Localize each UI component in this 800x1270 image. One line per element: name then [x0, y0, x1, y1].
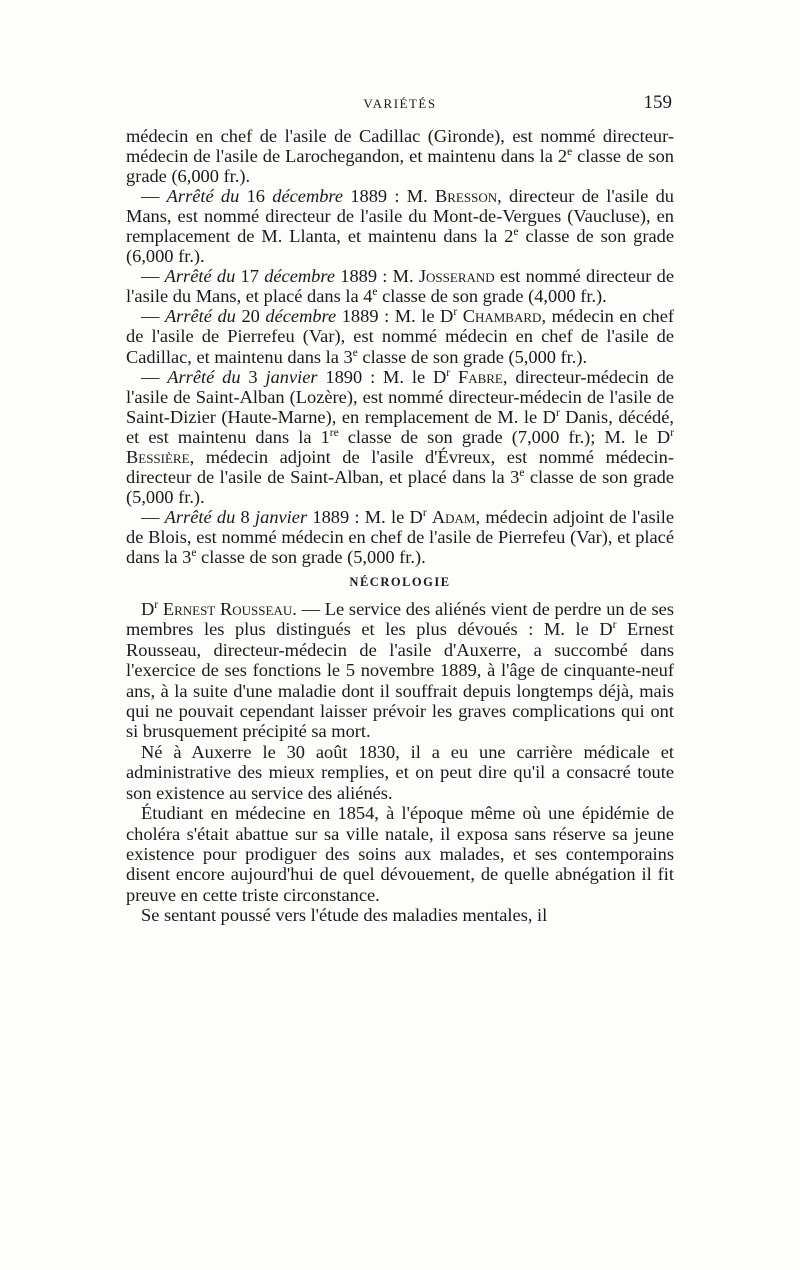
text-run: 1889 : M. — [343, 186, 435, 207]
text-run: — — [141, 306, 165, 327]
superscript: r — [154, 598, 159, 611]
text-run: D — [141, 599, 155, 620]
text-run: 16 — [239, 186, 273, 207]
name-small-caps: Bessière — [126, 446, 190, 467]
body-text — [126, 126, 674, 926]
italic-text: Arrêté du — [166, 186, 240, 207]
text-run: classe de son grade (5,000 fr.). — [357, 346, 588, 367]
italic-text: décembre — [264, 266, 335, 287]
paragraph — [126, 803, 674, 905]
italic-text: Arrêté du — [164, 306, 236, 327]
superscript: e — [191, 546, 197, 559]
text-run: Étudiant en médecine en 1854, à l'époque même où une épidémie de choléra s'était abattue sur sa ville natale, il exposa sans réserve sa jeune existence pour prodiguer des soins aux malades, et ses contemporains disent encore aujourd'hui de quel dévouement, de quelle abnégation il fit preuve en cette triste circonstance. — [126, 803, 674, 905]
italic-text: janvier — [255, 506, 308, 527]
italic-text: décembre — [272, 186, 344, 207]
text-run: classe de son grade (6,000 fr.). — [126, 146, 674, 187]
text-run: , directeur-médecin de l'asile de Saint-Alban (Lozère), est nommé directeur-médecin de l'asile de Saint-Dizier (Haute-Marne), en remplacement de M. le D — [126, 366, 674, 427]
paragraph — [126, 905, 674, 925]
text-run: classe de son grade (7,000 fr.); M. le D — [338, 426, 671, 447]
italic-text: janvier — [265, 366, 318, 387]
text-run: classe de son grade (5,000 fr.). — [196, 546, 426, 567]
text-run — [450, 367, 458, 387]
name-small-caps: Ernest Rousseau — [162, 599, 293, 620]
text-run: classe de son grade (5,000 fr.). — [126, 466, 674, 507]
text-run: classe de son grade (4,000 fr.). — [377, 286, 607, 307]
text-run: Ernest Rousseau, directeur-médecin de l'asile d'Auxerre, a succombé dans l'exercice de ses fonctions le 5 novembre 1889, à l'âge de cinquante-neuf ans, à la suite d'une maladie dont il souffrait depuis longtemps déjà, mais qui ne pouvait cependant laisser prévoir les graves complications qui ont si brusquement précipité sa mort. — [126, 619, 674, 742]
text-run: 3 — [240, 366, 266, 387]
text-run: médecin en chef de l'asile de Cadillac (Gironde), est nommé directeur-médecin de l'asile de Larochegandon, et maintenu dans la 2 — [126, 126, 674, 167]
running-header — [128, 92, 672, 118]
italic-text: Arrêté du — [164, 266, 236, 287]
superscript: re — [329, 426, 339, 439]
name-small-caps: Chambard — [462, 306, 542, 327]
paragraph — [126, 266, 674, 306]
superscript: r — [555, 406, 560, 419]
text-run: 1889 : M. — [335, 266, 419, 287]
text-run: classe de son grade (6,000 fr.). — [126, 226, 674, 267]
paragraph — [126, 599, 674, 742]
superscript: r — [453, 306, 458, 319]
paragraph — [126, 186, 674, 266]
italic-text: Arrêté du — [164, 506, 236, 527]
paragraph — [126, 507, 674, 567]
superscript: e — [372, 286, 378, 299]
text-run: , directeur de l'asile du Mans, est nommé directeur de l'asile du Mont-de-Vergues (Vaucluse), en remplacement de M. Llanta, et maintenu dans la 2 — [126, 186, 674, 247]
text-run: 20 — [235, 306, 266, 327]
italic-text: Arrêté du — [167, 366, 241, 387]
paragraph — [126, 367, 674, 507]
name-small-caps: Adam — [431, 506, 476, 527]
superscript: r — [422, 506, 427, 519]
text-run: — — [141, 266, 165, 287]
superscript: r — [670, 426, 674, 439]
paragraph — [126, 126, 674, 186]
name-small-caps: Bresson — [434, 186, 498, 207]
text-run: 1890 : M. le D — [317, 366, 447, 387]
superscript: e — [352, 346, 358, 359]
superscript: e — [567, 145, 573, 158]
text-run: , médecin en chef de l'asile de Pierrefeu (Var), est nommé médecin en chef de l'asile de Cadillac, et maintenu dans la 3 — [126, 306, 674, 367]
text-run: 1889 : M. le D — [336, 306, 454, 327]
running-title: VARIÉTÉS — [363, 96, 437, 111]
italic-text: décembre — [265, 306, 337, 327]
text-run: est nommé directeur de l'asile du Mans, et placé dans la 4 — [126, 266, 674, 307]
superscript: e — [519, 466, 525, 479]
text-run: — — [141, 186, 167, 207]
superscript: r — [446, 366, 451, 379]
superscript: e — [513, 226, 519, 239]
text-run: Né à Auxerre le 30 août 1830, il a eu une carrière médicale et administrative des mieux remplies, et on peut dire qu'il a consacré toute son existence au service des aliénés. — [126, 741, 674, 803]
text-run: . — Le service des aliénés vient de perdre un de ses membres les plus distingués et les plus dévoués : M. le D — [126, 599, 674, 640]
section-title: NÉCROLOGIE — [349, 575, 451, 590]
text-run: Se sentant poussé vers l'étude des maladies mentales, il — [141, 905, 548, 926]
text-run: 1889 : M. le D — [307, 506, 423, 527]
text-run: , médecin adjoint de l'asile de Blois, est nommé médecin en chef de l'asile de Pierrefeu (Var), et placé dans la 3 — [126, 506, 674, 567]
paragraph — [126, 306, 674, 366]
text-run: Danis, décédé, et est maintenu dans la 1 — [126, 406, 674, 447]
text-run: — — [141, 506, 165, 527]
name-small-caps: Josserand — [418, 266, 495, 287]
text-run: 8 — [235, 506, 256, 527]
text-run: 17 — [235, 266, 265, 287]
page-number: 159 — [643, 92, 672, 113]
text-run: — — [141, 366, 168, 387]
superscript: r — [612, 619, 617, 632]
name-small-caps: Fabre — [457, 366, 503, 387]
paragraph — [126, 742, 674, 803]
text-run: , médecin adjoint de l'asile d'Évreux, est nommé médecin-directeur de l'asile de Saint-Alban, et placé dans la 3 — [126, 446, 674, 487]
